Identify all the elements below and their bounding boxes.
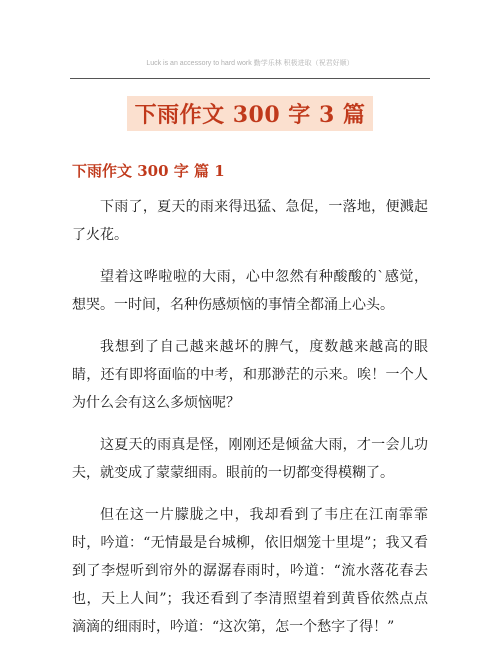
document-title: 下雨作文 300 字 3 篇 [127,96,374,131]
section-heading: 下雨作文 300 字 篇 1 [72,162,225,180]
paragraph-1: 下雨了，夏天的雨来得迅猛、急促，一落地，便溅起了火花。 [72,199,428,243]
paragraph-5: 但在这一片朦胧之中，我却看到了韦庄在江南霏霏时，吟道：“无情最是台城柳，依旧烟笼十里堤”；我又看到了李煜听到帘外的潺潺春雨时，吟道：“流水落花春去也，天上人间”；我还看到了李清照望着到黄昏依然点点滴滴的细雨时，吟道：“这次第，怎一个愁字了得！” [72,507,428,635]
paragraph-2: 望着这哗啦啦的大雨，心中忽然有种酸酸的`感觉，想哭。一时间，名种伤感烦恼的事情全都涌上心头。 [72,269,428,313]
header-divider [70,78,430,79]
body-text [72,193,428,655]
paragraph-3: 我想到了自己越来越坏的脾气，度数越来越高的眼睛，还有即将面临的中考，和那渺茫的示来。唉！一个人为什么会有这么多烦恼呢？ [72,339,428,411]
document-title-wrapper [0,96,500,131]
paragraph-4: 这夏天的雨真是怪，刚刚还是倾盆大雨，才一会儿功夫，就变成了蒙蒙细雨。眼前的一切都变得模糊了。 [72,437,428,481]
page-header-text: Luck is an accessory to hard work 勤学乐林 积极进取（祝君好顺） [146,60,354,67]
